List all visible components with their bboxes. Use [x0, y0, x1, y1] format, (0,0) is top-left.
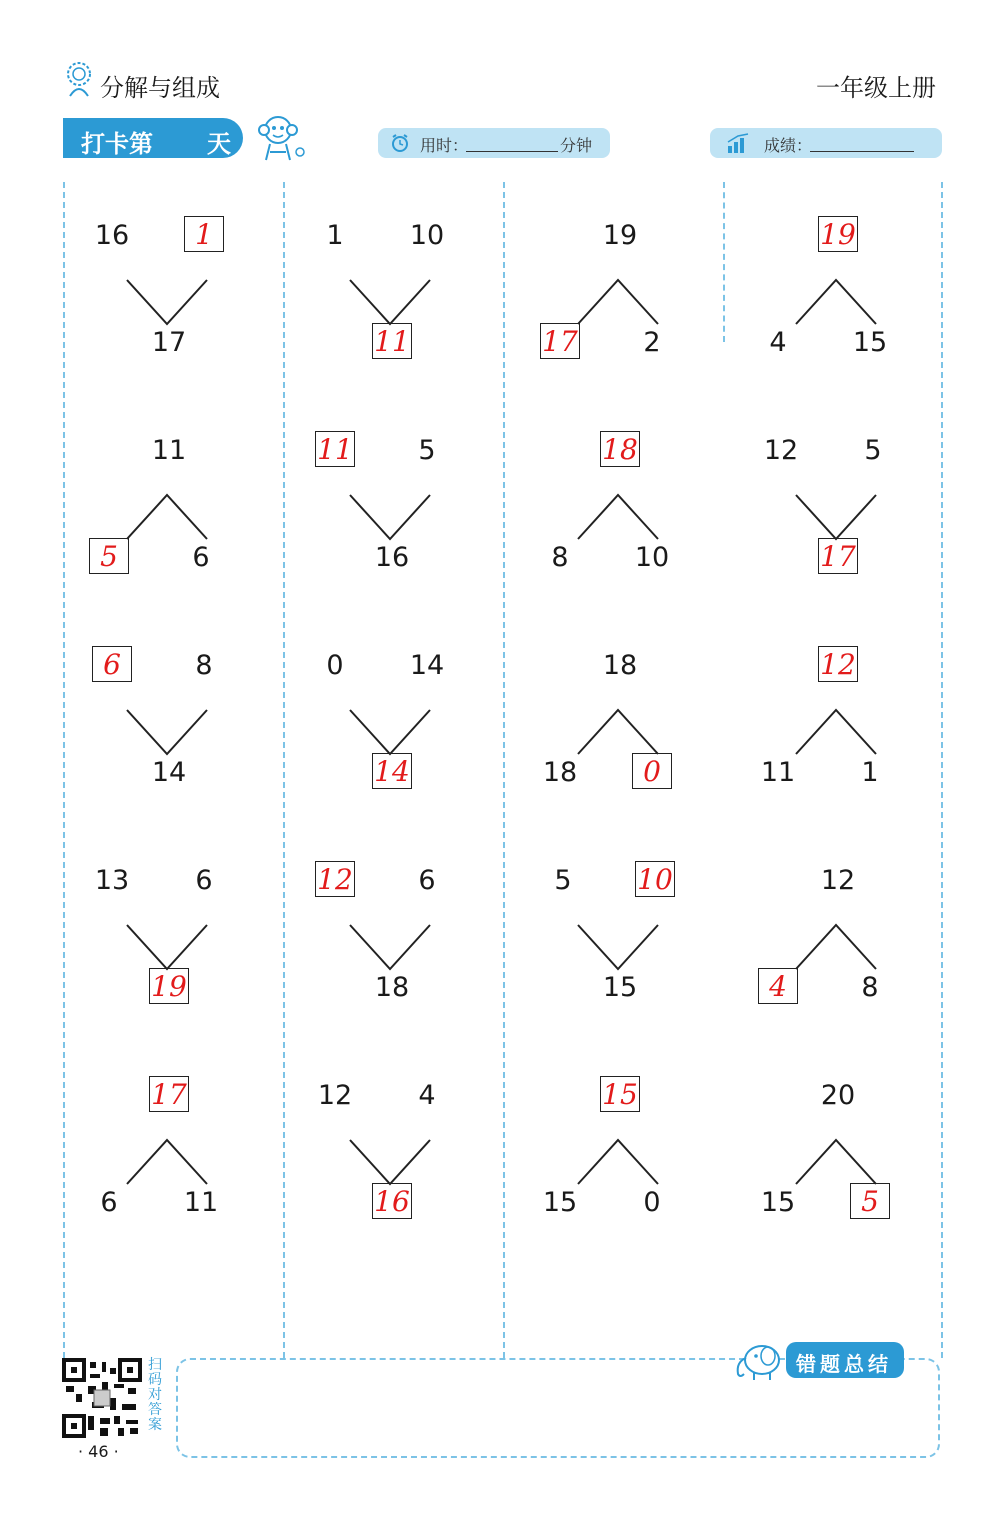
monkey-mascot-icon — [252, 112, 308, 164]
column-divider — [283, 182, 285, 1358]
split-lines — [122, 491, 212, 543]
printed-number: 0 — [643, 1187, 661, 1218]
answer-box[interactable] — [818, 216, 858, 252]
page-number: · 46 · — [78, 1442, 119, 1461]
score-blank[interactable] — [810, 151, 914, 152]
printed-number: 15 — [542, 1187, 578, 1218]
handwritten-answer: 10 — [637, 863, 673, 896]
answer-box[interactable] — [315, 431, 355, 467]
printed-number: 6 — [192, 542, 210, 573]
handwritten-answer: 17 — [151, 1078, 187, 1111]
checkin-day: 天 — [207, 130, 231, 158]
answer-box[interactable] — [600, 1076, 640, 1112]
split-lines — [791, 706, 881, 758]
compose-lines — [122, 276, 212, 328]
answer-box[interactable] — [372, 1183, 412, 1219]
printed-number: 10 — [409, 220, 445, 251]
compose-lines — [345, 491, 435, 543]
printed-number: 10 — [634, 542, 670, 573]
qr-code-icon — [62, 1358, 142, 1438]
column-divider — [723, 182, 725, 342]
column-divider — [941, 182, 943, 1358]
compose-lines — [573, 921, 663, 973]
answer-box[interactable] — [600, 431, 640, 467]
handwritten-answer: 16 — [374, 1185, 410, 1218]
printed-number: 6 — [418, 865, 436, 896]
compose-lines — [122, 921, 212, 973]
printed-number: 15 — [852, 327, 888, 358]
printed-number: 17 — [151, 327, 187, 358]
page-title: 分解与组成 — [100, 74, 220, 102]
printed-number: 16 — [374, 542, 410, 573]
handwritten-answer: 5 — [100, 540, 118, 573]
split-lines — [791, 921, 881, 973]
handwritten-answer: 19 — [151, 970, 187, 1003]
time-label: 用时： — [420, 136, 469, 155]
printed-number: 20 — [820, 1080, 856, 1111]
printed-number: 19 — [602, 220, 638, 251]
answer-box[interactable] — [818, 646, 858, 682]
answer-box[interactable] — [818, 538, 858, 574]
printed-number: 14 — [409, 650, 445, 681]
handwritten-answer: 18 — [602, 433, 638, 466]
printed-number: 11 — [151, 435, 187, 466]
mistake-summary-tag — [786, 1342, 904, 1378]
handwritten-answer: 5 — [861, 1185, 879, 1218]
elephant-icon — [732, 1338, 784, 1382]
printed-number: 12 — [820, 865, 856, 896]
split-lines — [573, 276, 663, 328]
lion-logo-icon — [62, 60, 96, 98]
handwritten-answer: 1 — [195, 218, 213, 251]
handwritten-answer: 17 — [820, 540, 856, 573]
printed-number: 12 — [317, 1080, 353, 1111]
printed-number: 14 — [151, 757, 187, 788]
printed-number: 5 — [864, 435, 882, 466]
compose-lines — [122, 706, 212, 758]
time-field — [378, 128, 610, 158]
printed-number: 18 — [374, 972, 410, 1003]
printed-number: 11 — [183, 1187, 219, 1218]
printed-number: 12 — [763, 435, 799, 466]
answer-box[interactable] — [149, 968, 189, 1004]
printed-number: 15 — [760, 1187, 796, 1218]
compose-lines — [345, 276, 435, 328]
grade-label: 一年级上册 — [816, 74, 936, 102]
printed-number: 5 — [418, 435, 436, 466]
mistake-summary-label: 错题总结 — [796, 1352, 892, 1376]
printed-number: 8 — [195, 650, 213, 681]
printed-number: 5 — [554, 865, 572, 896]
compose-lines — [345, 921, 435, 973]
answer-box[interactable] — [89, 538, 129, 574]
handwritten-answer: 4 — [769, 970, 787, 1003]
printed-number: 15 — [602, 972, 638, 1003]
printed-number: 6 — [195, 865, 213, 896]
handwritten-answer: 6 — [103, 648, 121, 681]
handwritten-answer: 0 — [643, 755, 661, 788]
handwritten-answer: 19 — [820, 218, 856, 251]
printed-number: 1 — [861, 757, 879, 788]
checkin-label: 打卡第 — [81, 130, 153, 158]
bar-chart-icon — [726, 132, 752, 154]
printed-number: 4 — [769, 327, 787, 358]
printed-number: 6 — [100, 1187, 118, 1218]
answer-box[interactable] — [758, 968, 798, 1004]
printed-number: 18 — [602, 650, 638, 681]
printed-number: 13 — [94, 865, 130, 896]
answer-box[interactable] — [372, 753, 412, 789]
printed-number: 0 — [326, 650, 344, 681]
split-lines — [791, 276, 881, 328]
answer-box[interactable] — [92, 646, 132, 682]
checkin-banner — [63, 118, 243, 158]
time-unit: 分钟 — [560, 136, 593, 155]
compose-lines — [345, 1136, 435, 1188]
answer-box[interactable] — [540, 323, 580, 359]
answer-box[interactable] — [184, 216, 224, 252]
answer-box[interactable] — [850, 1183, 890, 1219]
printed-number: 2 — [643, 327, 661, 358]
printed-number: 18 — [542, 757, 578, 788]
handwritten-answer: 11 — [374, 325, 410, 358]
time-blank[interactable] — [466, 151, 558, 152]
column-divider — [503, 182, 505, 1358]
answer-box[interactable] — [635, 861, 675, 897]
alarm-clock-icon — [390, 133, 410, 153]
answer-box[interactable] — [149, 1076, 189, 1112]
split-lines — [573, 491, 663, 543]
handwritten-answer: 14 — [374, 755, 410, 788]
handwritten-answer: 15 — [602, 1078, 638, 1111]
score-field — [710, 128, 942, 158]
answer-box[interactable] — [315, 861, 355, 897]
answer-box[interactable] — [372, 323, 412, 359]
split-lines — [573, 706, 663, 758]
handwritten-answer: 12 — [820, 648, 856, 681]
answer-box[interactable] — [632, 753, 672, 789]
split-lines — [573, 1136, 663, 1188]
printed-number: 11 — [760, 757, 796, 788]
printed-number: 8 — [861, 972, 879, 1003]
printed-number: 8 — [551, 542, 569, 573]
handwritten-answer: 12 — [317, 863, 353, 896]
split-lines — [122, 1136, 212, 1188]
printed-number: 4 — [418, 1080, 436, 1111]
printed-number: 1 — [326, 220, 344, 251]
printed-number: 16 — [94, 220, 130, 251]
split-lines — [791, 1136, 881, 1188]
handwritten-answer: 11 — [317, 433, 353, 466]
score-label: 成绩： — [764, 136, 813, 155]
compose-lines — [791, 491, 881, 543]
column-divider — [63, 182, 65, 1358]
compose-lines — [345, 706, 435, 758]
handwritten-answer: 17 — [542, 325, 578, 358]
scan-answer-label: 扫码对答案 — [148, 1357, 162, 1433]
